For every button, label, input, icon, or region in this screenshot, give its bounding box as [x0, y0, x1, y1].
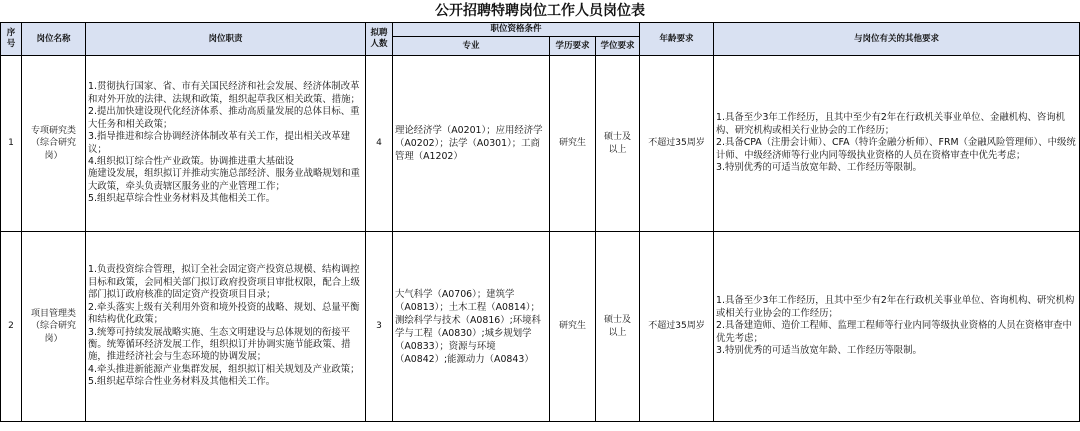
row-seq: 1: [1, 56, 22, 232]
header-row: [1, 23, 1080, 37]
page-title: 公开招聘特聘岗位工作人员岗位表: [435, 3, 645, 19]
header-post-name: 岗位名称: [22, 23, 86, 56]
header-age: 年龄要求: [640, 23, 714, 56]
row-degree: 硕士及 以上: [596, 56, 640, 232]
header-major: 专业: [393, 37, 550, 56]
header-education: 学历要求: [550, 37, 596, 56]
position-table: [0, 22, 1080, 422]
header-seq: 序号: [1, 23, 22, 56]
row-age: 不超过35周岁: [640, 232, 714, 422]
row-duties: 1.负责投资综合管理，拟订全社会固定资产投资总规模、结构调控目标和政策，会同相关部门拟订政府投资项目审批权限，配合上级部门拟订政府核准的固定资产投资项目目录； 2.牵头落实上级有关利用外资和境外投资的战略、规划、总量平衡和结构优化政策； 3.统筹可持续发展战略实施、生态文明建设与总体规划的衔接平衡。统筹循环经济发展工作，组织拟订并协调实施节能政策、措施，推进经济社会与生态环境的协调发展； 4.牵头推进新能源产业集群发展，组织拟订相关规划及产业政策； 5.组织起草综合性业务材料及其他相关工作。: [86, 232, 366, 422]
row-count: 4: [366, 56, 393, 232]
row-education: 研究生: [550, 232, 596, 422]
row-other: 1.具备至少3年工作经历，且其中至少有2年在行政机关事业单位、咨询机构、研究机构或相关行业协会的工作经历； 2.具备建造师、造价工程师、监理工程师等行业内同等级执业资格的人员在资格审查中优先考虑； 3.特别优秀的可适当放宽年龄、工作经历等限制。: [714, 232, 1080, 422]
row-major: 理论经济学（A0201）；应用经济学（A0202）；法学（A0301）；工商管理（A1202）: [393, 56, 550, 232]
row-degree: 硕士及 以上: [596, 232, 640, 422]
row-post-name: 专项研究类 （综合研究 岗）: [22, 56, 86, 232]
header-degree: 学位要求: [596, 37, 640, 56]
table-row: [1, 56, 1080, 232]
header-count: 拟聘 人数: [366, 23, 393, 56]
row-count: 3: [366, 232, 393, 422]
row-age: 不超过35周岁: [640, 56, 714, 232]
header-other: 与岗位有关的其他要求: [714, 23, 1080, 56]
table-row: [1, 232, 1080, 422]
row-other: 1.具备至少3年工作经历，且其中至少有2年在行政机关事业单位、金融机构、咨询机构、研究机构或相关行业协会的工作经历； 2.具备CPA（注册会计师）、CFA（特许金融分析师）、FRM（金融风险管理师）、中级统计师、中级经济师等行业内同等级执业资格的人员在资格审查中优先考虑； 3.特别优秀的可适当放宽年龄、工作经历等限制。: [714, 56, 1080, 232]
row-seq: 2: [1, 232, 22, 422]
row-major: 大气科学（A0706）；建筑学（A0813）；土木工程（A0814）；测绘科学与技术（A0816）;环境科学与工程（A0830）;城乡规划学（A0833）；资源与环境（A0842）;能源动力（A0843）: [393, 232, 550, 422]
header-qualification-group: 职位资格条件: [393, 23, 640, 37]
row-education: 研究生: [550, 56, 596, 232]
row-duties: 1.贯彻执行国家、省、市有关国民经济和社会发展、经济体制改革和对外开放的法律、法规和政策，组织起草我区相关政策、措施； 2.提出加快建设现代化经济体系、推动高质量发展的总体目标、重大任务和相关政策； 3.指导推进和综合协调经济体制改革有关工作，提出相关改革建议； 4.组织拟订综合性产业政策。协调推进重大基础设 施建设发展，组织拟订并推动实施总部经济、服务业战略规划和重大政策，牵头负责辖区服务业的产业管理工作； 5.组织起草综合性业务材料及其他相关工作。: [86, 56, 366, 232]
row-post-name: 项目管理类 （综合研究 岗）: [22, 232, 86, 422]
header-duties: 岗位职责: [86, 23, 366, 56]
